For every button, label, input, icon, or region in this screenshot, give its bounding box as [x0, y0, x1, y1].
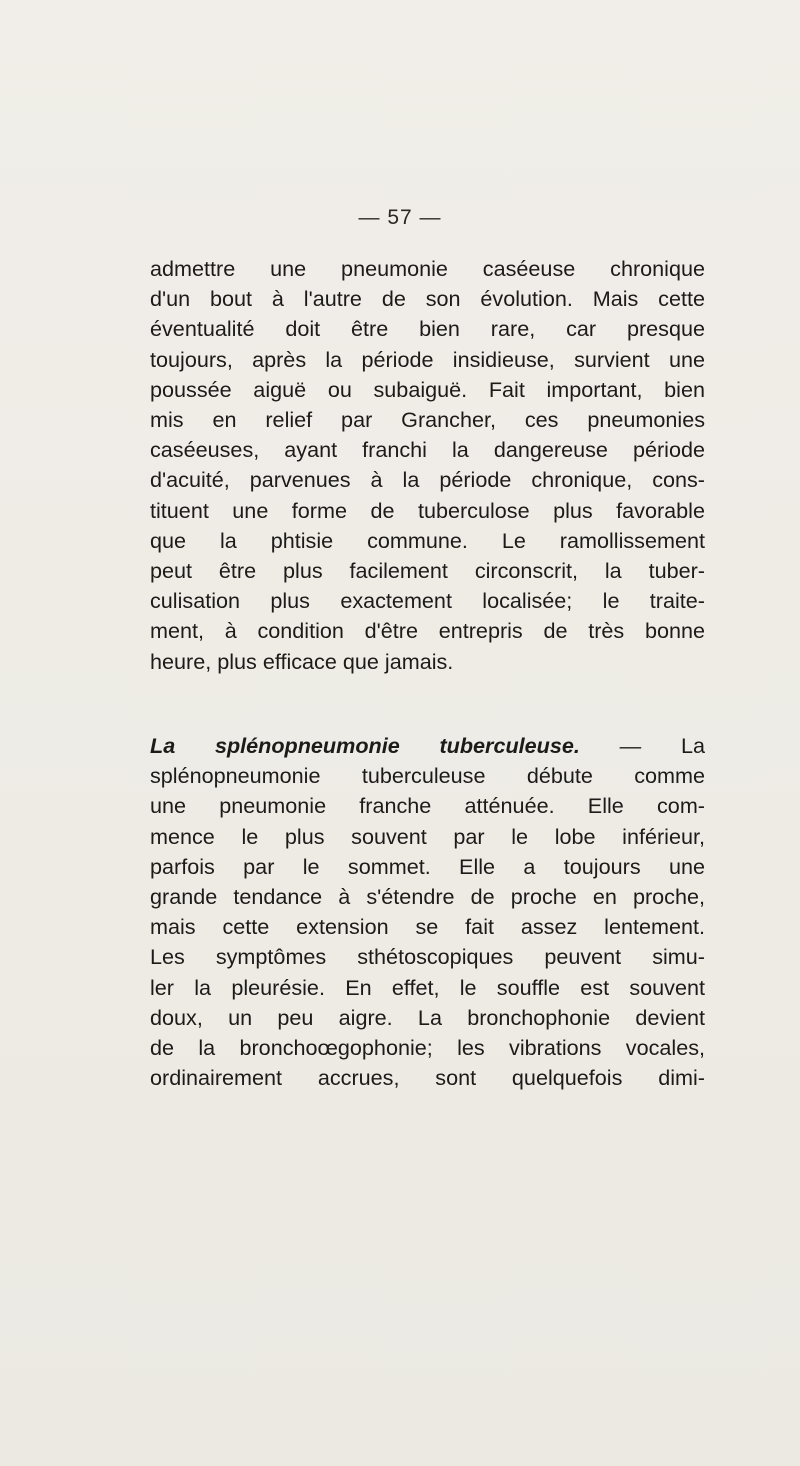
text-line: poussée aiguë ou subaiguë. Fait important, bien — [150, 376, 705, 402]
text-line: peut être plus facilement circonscrit, la tuber- — [150, 558, 705, 584]
paragraph-2 — [150, 731, 705, 1093]
paragraph-1 — [150, 254, 705, 677]
text-line: que la phtisie commune. Le ramollissement — [150, 527, 705, 553]
text-line: mais cette extension se fait assez lentement. — [150, 914, 705, 940]
text-line: ler la pleurésie. En effet, le souffle est souvent — [150, 974, 705, 1000]
text-line: d'acuité, parvenues à la période chronique, cons- — [150, 467, 705, 493]
text-line: de la bronchoœgophonie; les vibrations vocales, — [150, 1035, 705, 1061]
text-line: mis en relief par Grancher, ces pneumonies — [150, 407, 705, 433]
text-line: une pneumonie franche atténuée. Elle com- — [150, 793, 705, 819]
text-line: culisation plus exactement localisée; le traite- — [150, 588, 705, 614]
heading-continuation: — La — [579, 733, 705, 758]
section-heading: La splénopneumonie tuberculeuse. — [150, 733, 580, 758]
text-line: tituent une forme de tuberculose plus favorable — [150, 497, 705, 523]
text-line: éventualité doit être bien rare, car presque — [150, 316, 705, 342]
text-line: ordinairement accrues, sont quelquefois dimi- — [150, 1065, 705, 1091]
text-line: parfois par le sommet. Elle a toujours une — [150, 853, 705, 879]
text-line: mence le plus souvent par le lobe inférieur, — [150, 823, 705, 849]
text-line: ment, à condition d'être entrepris de très bonne — [150, 618, 705, 644]
text-line: caséeuses, ayant franchi la dangereuse période — [150, 437, 705, 463]
text-line: splénopneumonie tuberculeuse débute comme — [150, 763, 705, 789]
text-line: Les symptômes sthétoscopiques peuvent simu- — [150, 944, 705, 970]
page-number: — 57 — — [358, 206, 442, 229]
text-line: admettre une pneumonie caséeuse chronique — [150, 256, 705, 281]
text-line: grande tendance à s'étendre de proche en proche, — [150, 884, 705, 910]
section-heading-line — [150, 731, 705, 761]
text-line: toujours, après la période insidieuse, survient une — [150, 346, 705, 372]
text-line: heure, plus efficace que jamais. — [150, 648, 454, 674]
text-line: doux, un peu aigre. La bronchophonie devient — [150, 1004, 705, 1030]
text-line: d'un bout à l'autre de son évolution. Mais cette — [150, 286, 705, 312]
